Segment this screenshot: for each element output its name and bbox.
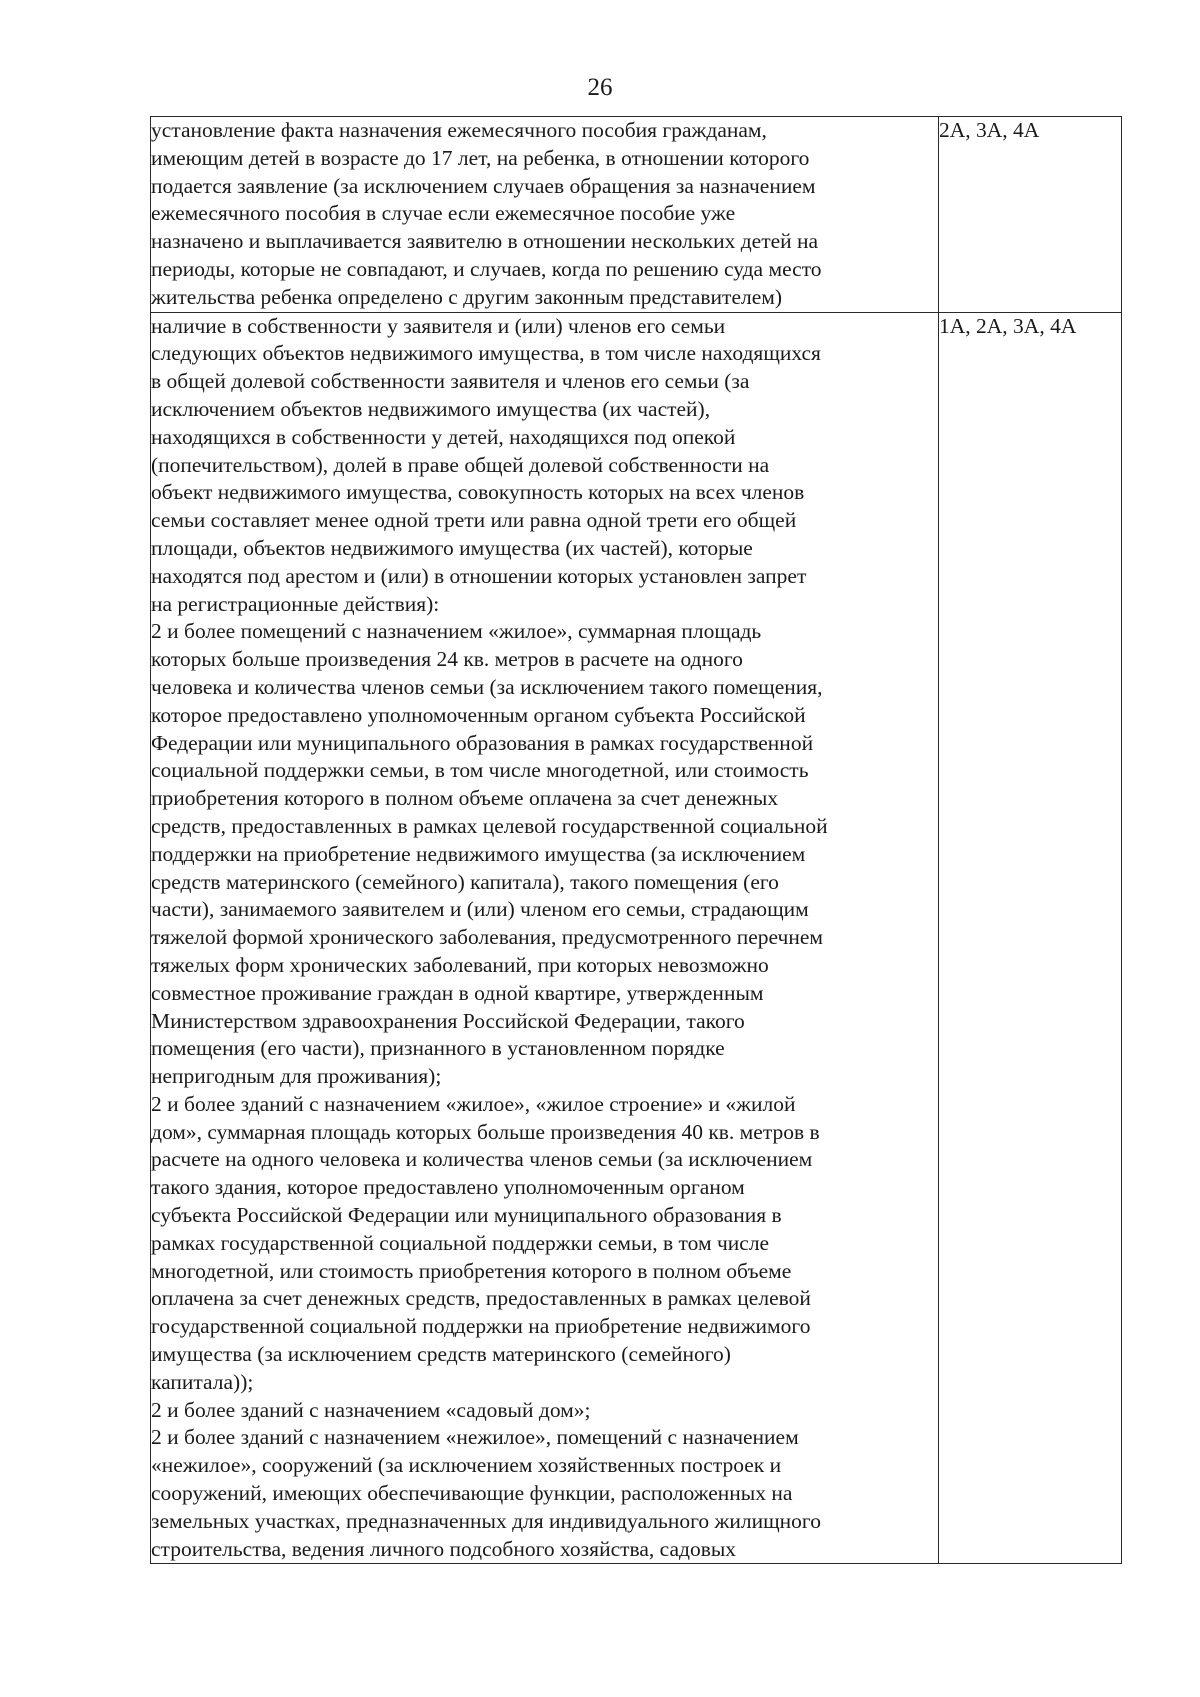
text-line: назначено и выплачивается заявителю в отношении нескольких детей на <box>151 229 819 254</box>
text-line: совместное проживание граждан в одной квартире, утвержденным <box>151 980 764 1005</box>
text-line: периоды, которые не совпадают, и случаев, когда по решению суда место <box>151 256 822 281</box>
text-line: которое предоставлено уполномоченным органом субъекта Российской <box>151 702 806 727</box>
text-line: человека и количества членов семьи (за исключением такого помещения, <box>151 674 823 699</box>
text-line: строительства, ведения личного подсобного хозяйства, садовых <box>151 1536 737 1561</box>
text-line: 2 и более зданий с назначением «жилое», «жилое строение» и «жилой <box>151 1091 796 1116</box>
text-line: объект недвижимого имущества, совокупность которых на всех членов <box>151 480 805 505</box>
text-line: средств материнского (семейного) капитала), такого помещения (его <box>151 869 779 894</box>
table-row <box>151 312 1122 1564</box>
text-line: государственной социальной поддержки на приобретение недвижимого <box>151 1314 811 1339</box>
text-line: в общей долевой собственности заявителя и членов его семьи (за <box>151 369 750 394</box>
text-line: 2 и более зданий с назначением «садовый дом»; <box>151 1397 591 1422</box>
text-line: семьи составляет менее одной трети или равна одной трети его общей <box>151 508 797 533</box>
text-line: жительства ребенка определено с другим законным представителем) <box>151 284 783 309</box>
text-line: 2 и более помещений с назначением «жилое», суммарная площадь <box>151 619 762 644</box>
text-line: ежемесячного пособия в случае если ежемесячное пособие уже <box>151 201 736 226</box>
text-line: имущества (за исключением средств материнского (семейного) <box>151 1342 731 1367</box>
text-line: наличие в собственности у заявителя и (или) членов его семьи <box>151 313 726 338</box>
text-line: следующих объектов недвижимого имущества, в том числе находящихся <box>151 341 821 366</box>
text-line: площади, объектов недвижимого имущества (их частей), которые <box>151 535 753 560</box>
text-line: такого здания, которое предоставлено уполномоченным органом <box>151 1175 745 1200</box>
criterion-description <box>151 117 939 313</box>
page-number: 26 <box>587 74 613 101</box>
text-line: расчете на одного человека и количества членов семьи (за исключением <box>151 1147 813 1172</box>
text-line: части), занимаемого заявителем и (или) членом его семьи, страдающим <box>151 897 809 922</box>
text-line: тяжелых форм хронических заболеваний, при которых невозможно <box>151 952 769 977</box>
text-line: непригодным для проживания); <box>151 1064 442 1089</box>
text-line: рамках государственной социальной поддержки семьи, в том числе <box>151 1230 770 1255</box>
criteria-table <box>150 116 1122 1564</box>
text-line: капитала)); <box>151 1369 254 1394</box>
text-line: оплачена за счет денежных средств, предоставленных в рамках целевой <box>151 1286 811 1311</box>
text-line: которых больше произведения 24 кв. метров в расчете на одного <box>151 647 743 672</box>
text-line: поддержки на приобретение недвижимого имущества (за исключением <box>151 841 806 866</box>
text-line: социальной поддержки семьи, в том числе многодетной, или стоимость <box>151 758 809 783</box>
text-line: находящихся в собственности у детей, находящихся под опекой <box>151 424 736 449</box>
text-line: (попечительством), долей в праве общей долевой собственности на <box>151 452 770 477</box>
text-line: тяжелой формой хронического заболевания, предусмотренного перечнем <box>151 925 824 950</box>
criterion-codes: 1А, 2А, 3А, 4А <box>939 312 1122 1564</box>
text-line: земельных участках, предназначенных для индивидуального жилищного <box>151 1508 821 1533</box>
text-line: Министерством здравоохранения Российской Федерации, такого <box>151 1008 745 1033</box>
text-line: имеющим детей в возрасте до 17 лет, на ребенка, в отношении которого <box>151 145 810 170</box>
text-line: подается заявление (за исключением случаев обращения за назначением <box>151 173 816 198</box>
text-line: субъекта Российской Федерации или муниципального образования в <box>151 1203 782 1228</box>
criterion-description <box>151 312 939 1564</box>
text-line: дом», суммарная площадь которых больше произведения 40 кв. метров в <box>151 1119 820 1144</box>
table-row <box>151 117 1122 313</box>
text-line: исключением объектов недвижимого имущества (их частей), <box>151 396 711 421</box>
text-line: находятся под арестом и (или) в отношении которых установлен запрет <box>151 563 807 588</box>
text-line: установление факта назначения ежемесячного пособия гражданам, <box>151 118 767 142</box>
criterion-codes: 2А, 3А, 4А <box>939 117 1122 313</box>
text-line: многодетной, или стоимость приобретения которого в полном объеме <box>151 1258 792 1283</box>
text-line: помещения (его части), признанного в установленном порядке <box>151 1036 725 1061</box>
text-line: на регистрационные действия): <box>151 591 440 616</box>
text-line: «нежилое», сооружений (за исключением хозяйственных построек и <box>151 1453 782 1478</box>
text-line: сооружений, имеющих обеспечивающие функции, расположенных на <box>151 1481 793 1506</box>
text-line: приобретения которого в полном объеме оплачена за счет денежных <box>151 786 779 811</box>
text-line: Федерации или муниципального образования в рамках государственной <box>151 730 814 755</box>
text-line: средств, предоставленных в рамках целевой государственной социальной <box>151 813 828 838</box>
text-line: 2 и более зданий с назначением «нежилое», помещений с назначением <box>151 1425 799 1450</box>
